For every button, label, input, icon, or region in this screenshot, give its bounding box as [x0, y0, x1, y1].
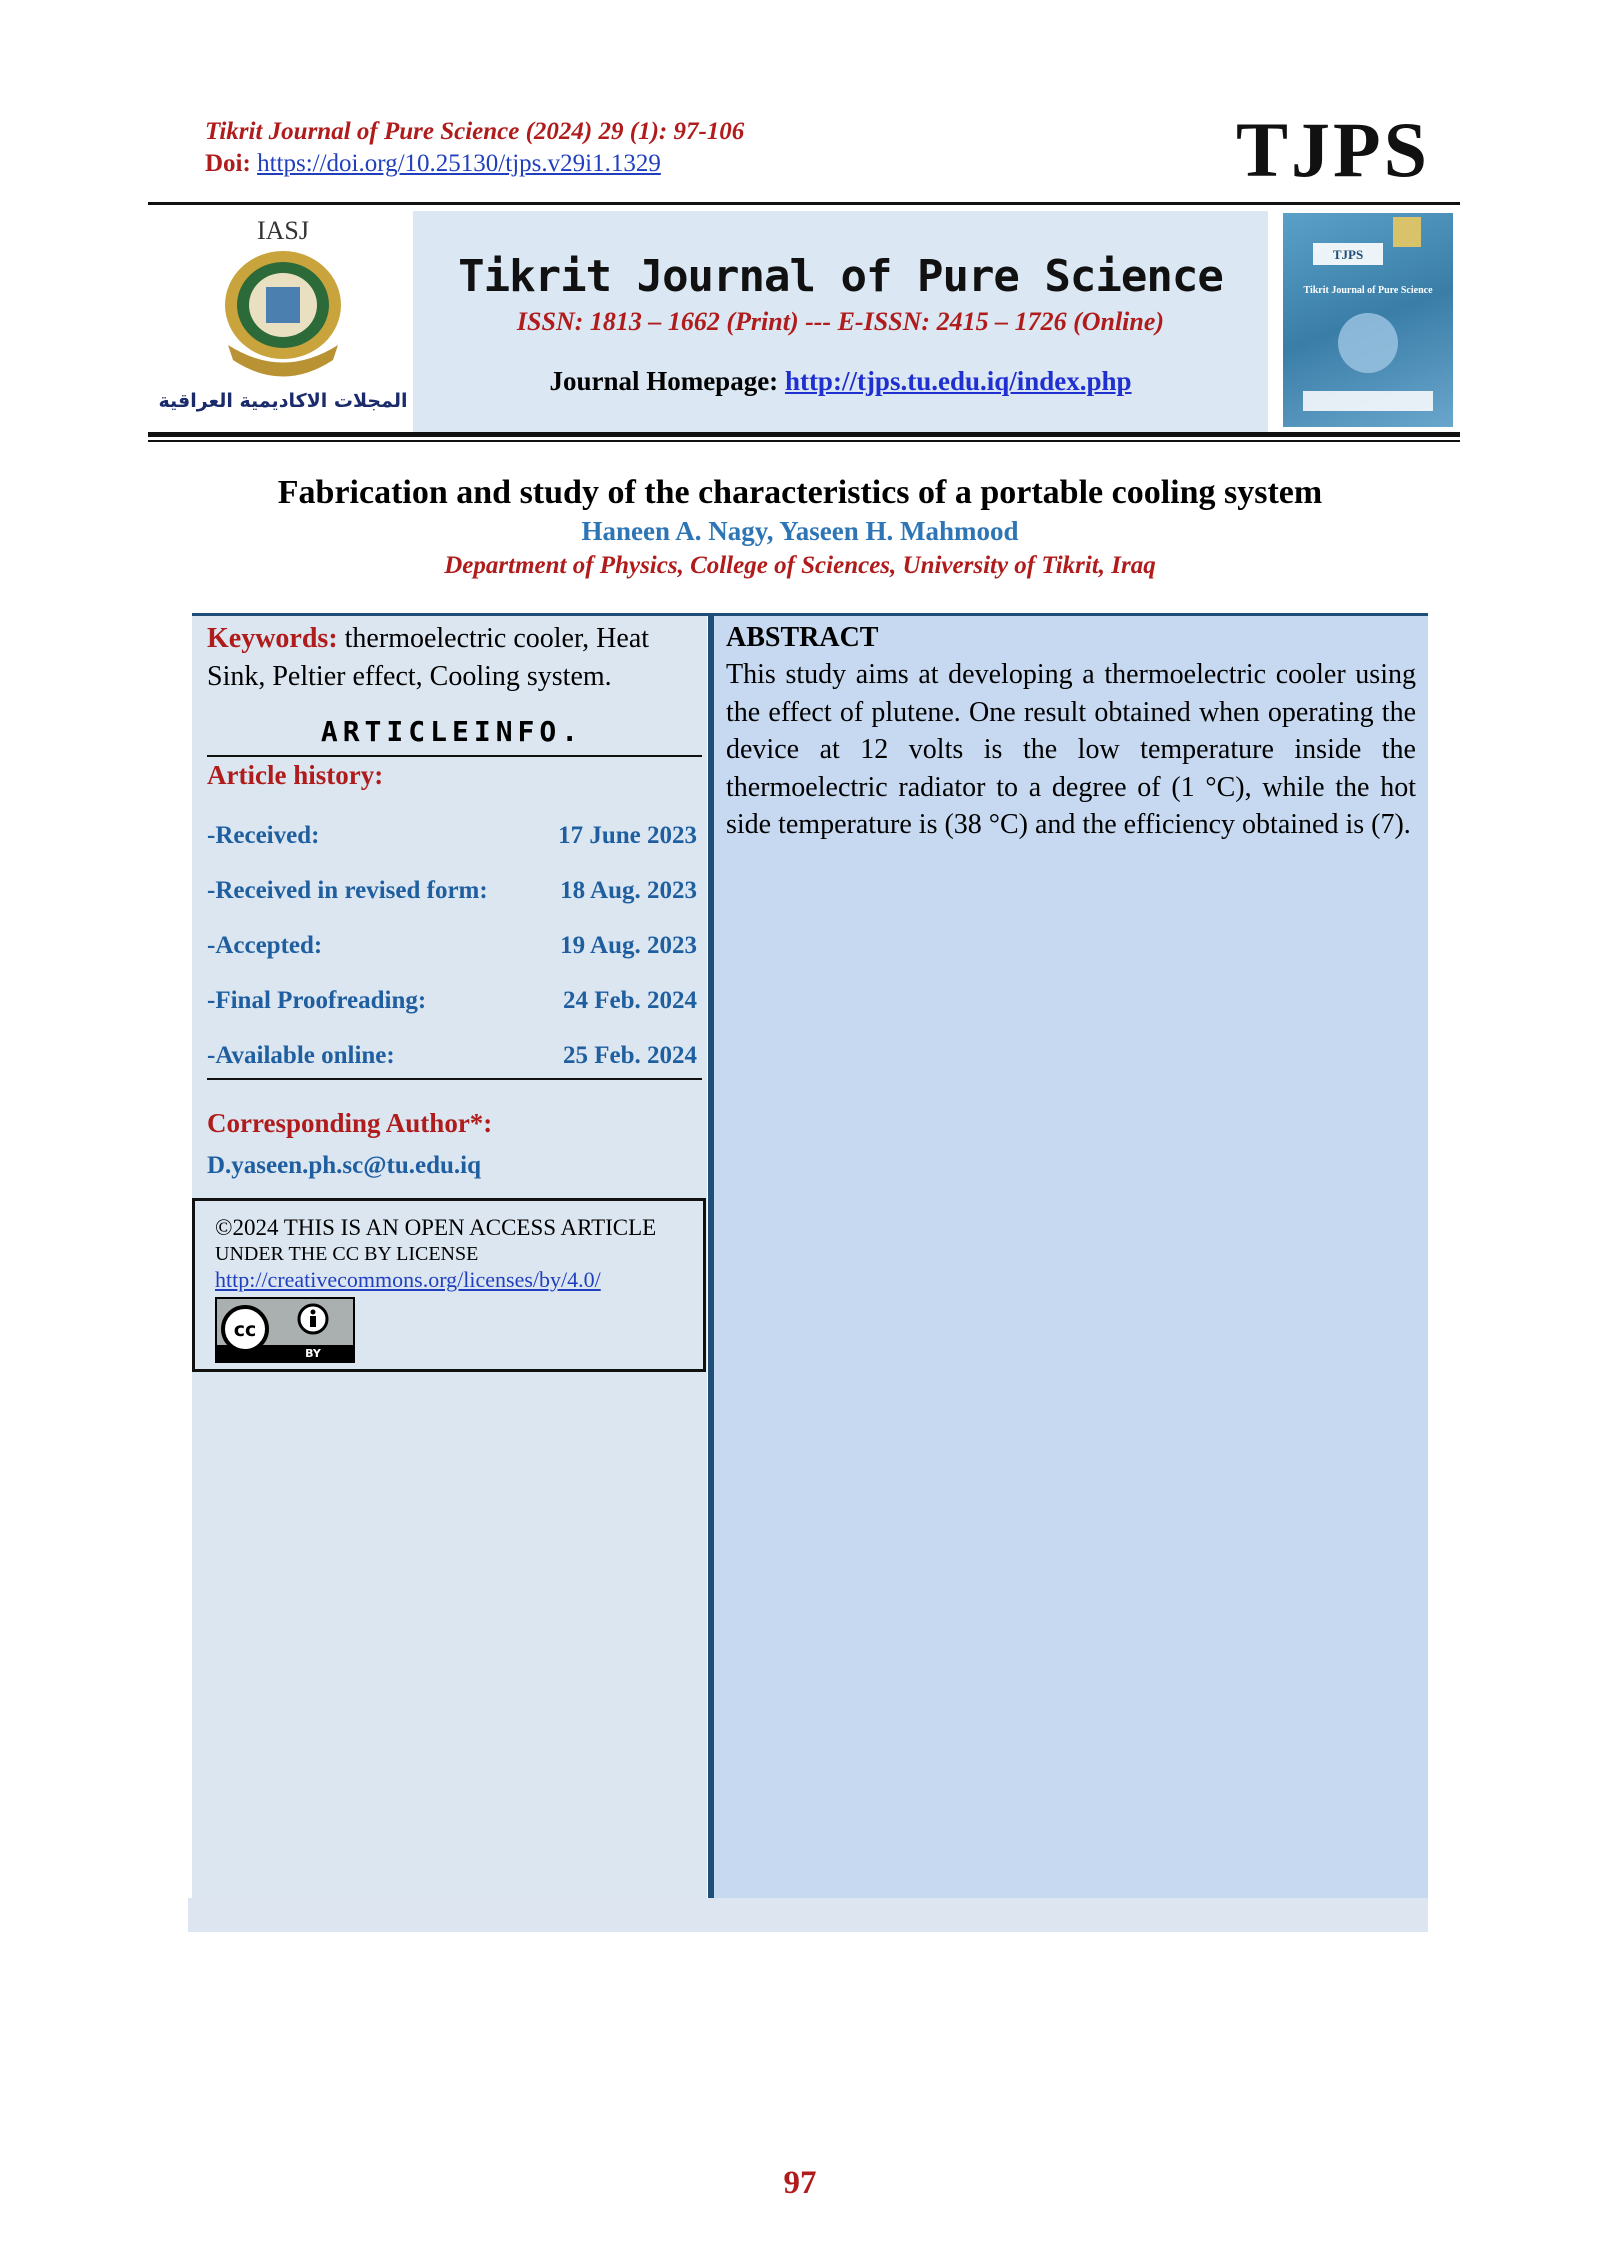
homepage-label: Journal Homepage: [549, 366, 779, 396]
banner-rule-thin [148, 440, 1460, 442]
article-title: Fabrication and study of the characteristics of a portable cooling system [277, 474, 1323, 511]
history-row [207, 1042, 697, 1082]
article-info-rule [207, 755, 702, 757]
iasj-arabic-text: المجلات الاكاديمية العراقية [158, 390, 408, 412]
history-row [207, 932, 697, 972]
history-date: 19 Aug. 2023 [560, 932, 697, 959]
history-label: -Final Proofreading: [207, 987, 427, 1014]
abstract-heading: ABSTRACT [726, 622, 879, 653]
history-label: -Received in revised form: [207, 877, 488, 904]
article-affiliation: Department of Physics, College of Sciences, University of Tikrit, Iraq [444, 552, 1156, 579]
tjps-logo: TJPS [1235, 106, 1430, 193]
history-row [207, 987, 697, 1027]
banner-rule-thick [148, 432, 1460, 437]
panel-bottom-strip [188, 1898, 1428, 1932]
cc-text: cc [233, 1319, 257, 1341]
by-text: BY [305, 1347, 321, 1360]
history-date: 18 Aug. 2023 [560, 877, 697, 904]
issn-line: ISSN: 1813 – 1662 (Print) --- E-ISSN: 2415 – 1726 (Online) [516, 307, 1165, 336]
abstract-text: This study aims at developing a thermoelectric cooler using the effect of plutene. One result obtained when operating the device at 12 volts is the low temperature inside the thermoelectric radiator to a degree of (1 °C), while the hot side temperature is (38 °C) and the efficiency obtained is (7). [726, 659, 1416, 840]
corresponding-author-label: Corresponding Author*: [207, 1108, 493, 1138]
license-box [192, 1198, 706, 1372]
license-line-1: ©2024 THIS IS AN OPEN ACCESS ARTICLE [215, 1215, 657, 1240]
history-date: 25 Feb. 2024 [562, 1042, 697, 1069]
history-label: -Received: [207, 822, 320, 849]
panel-divider [708, 613, 714, 1898]
license-link[interactable]: http://creativecommons.org/licenses/by/4.0/ [215, 1267, 601, 1292]
article-info-heading: ARTICLEINFO. [320, 715, 584, 748]
journal-name: Tikrit Journal of Pure Science [458, 251, 1223, 302]
page-number: 97 [783, 2165, 817, 2201]
history-rule [207, 1078, 702, 1080]
history-date: 17 June 2023 [558, 822, 697, 849]
doi-label: Doi: [205, 150, 251, 177]
cc-by-badge[interactable] [215, 1297, 355, 1363]
history-label: -Accepted: [207, 932, 323, 959]
history-row [207, 877, 697, 917]
doi-line [205, 150, 661, 178]
keywords-text: thermoelectric cooler, Heat Sink, Peltier effect, Cooling system. [207, 623, 650, 692]
article-authors: Haneen A. Nagy, Yaseen H. Mahmood [581, 516, 1019, 546]
panel-top-border [192, 613, 1428, 616]
corresponding-author-email[interactable]: D.yaseen.ph.sc@tu.edu.iq [207, 1152, 481, 1179]
journal-cover-icon [1283, 213, 1453, 427]
cover-subtitle: Tikrit Journal of Pure Science [1303, 285, 1433, 296]
iasj-logo [148, 205, 413, 429]
journal-cover-image [1283, 213, 1453, 427]
homepage-line [413, 366, 1268, 397]
iasj-emblem-icon [148, 205, 413, 429]
journal-banner [148, 205, 1460, 429]
banner-title-panel [413, 211, 1268, 433]
homepage-link[interactable]: http://tjps.tu.edu.iq/index.php [784, 366, 1132, 396]
cc-by-icon [217, 1299, 353, 1361]
cover-title: TJPS [1332, 247, 1364, 262]
keywords-label: Keywords: [207, 623, 338, 654]
journal-citation: Tikrit Journal of Pure Science (2024) 29 (1): 97-106 [205, 118, 745, 145]
iasj-label: IASJ [256, 216, 310, 245]
history-date: 24 Feb. 2024 [562, 987, 697, 1014]
license-line-2: UNDER THE CC BY LICENSE [215, 1243, 479, 1265]
keywords [207, 620, 697, 696]
article-history-label: Article history: [207, 760, 384, 790]
doi-link[interactable]: https://doi.org/10.25130/tjps.v29i1.1329 [257, 150, 661, 177]
history-row [207, 822, 697, 862]
history-label: -Available online: [207, 1042, 395, 1069]
